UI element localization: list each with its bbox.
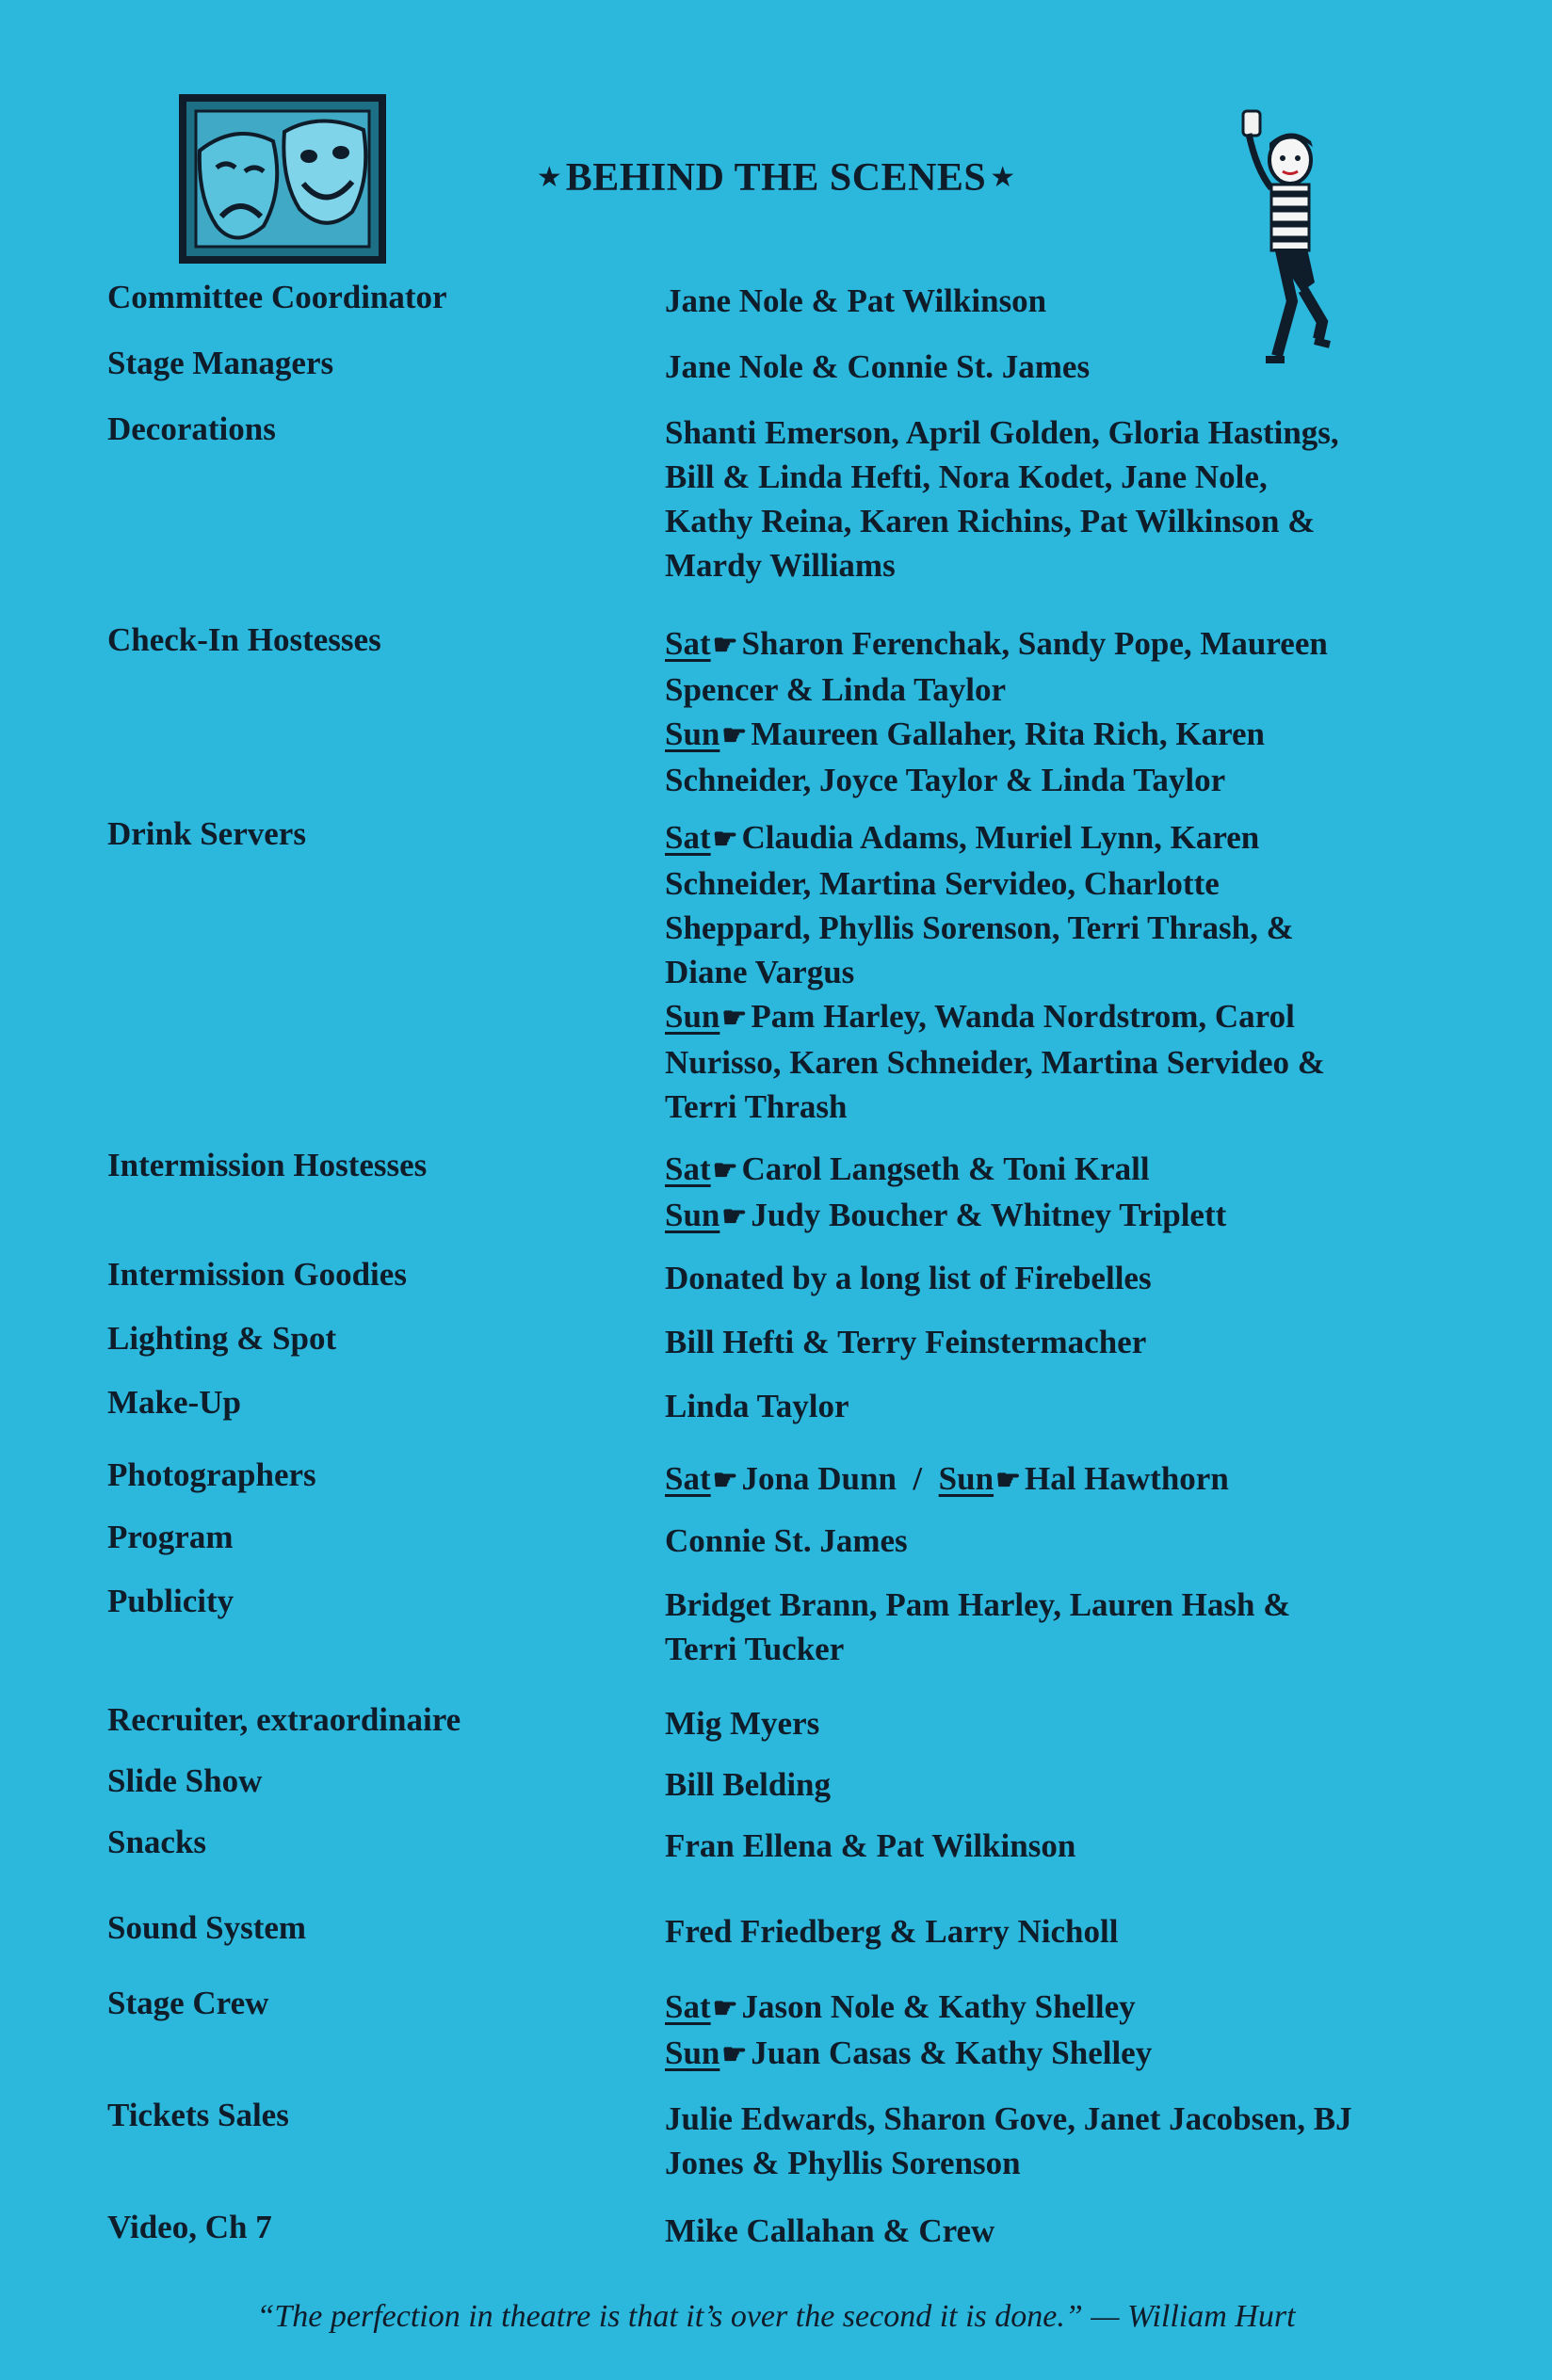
pointing-hand-icon: ☛ — [712, 1465, 738, 1496]
names-text: Schneider, Joyce Taylor & Linda Taylor — [665, 762, 1226, 798]
credit-names-line — [665, 1701, 1494, 1745]
credit-names — [665, 410, 1494, 587]
credit-names-line — [665, 1147, 1494, 1193]
pointing-hand-icon: ☛ — [712, 1155, 738, 1186]
names-text: Terri Tucker — [665, 1631, 845, 1667]
credit-names-line — [665, 1519, 1494, 1563]
names-text: Sheppard, Phyllis Sorenson, Terri Thrash, & — [665, 909, 1294, 946]
credit-names — [665, 1701, 1494, 1745]
names-text: Julie Edwards, Sharon Gove, Janet Jacobsen, BJ — [665, 2100, 1352, 2137]
day-label: Sat — [665, 625, 711, 662]
credit-names-line — [665, 950, 1494, 994]
credit-names-line — [665, 1985, 1494, 2031]
names-text: Jane Nole & Connie St. James — [665, 348, 1091, 385]
day-label: Sun — [938, 1460, 994, 1497]
credit-role: Video, Ch 7 — [107, 2209, 272, 2245]
names-text: Fran Ellena & Pat Wilkinson — [665, 1827, 1076, 1864]
credit-names — [665, 621, 1494, 802]
credit-names-line — [665, 499, 1494, 543]
credit-names-line — [665, 1040, 1494, 1085]
names-text: Bill Hefti & Terry Feinstermacher — [665, 1324, 1147, 1360]
credit-role: Lighting & Spot — [107, 1320, 337, 1357]
credit-names-line — [665, 1456, 1494, 1503]
credit-names-line — [665, 345, 1494, 389]
mime-figure-icon — [1224, 104, 1347, 377]
credit-names — [665, 1985, 1494, 2077]
credit-role: Slide Show — [107, 1762, 263, 1799]
star-right-icon: ★ — [990, 162, 1016, 193]
credit-names-line — [665, 1627, 1494, 1671]
names-text: Bill Belding — [665, 1766, 832, 1803]
footer-quote: “The perfection in theatre is that it’s over the second it is done.” — William Hurt — [256, 2299, 1296, 2334]
credit-names-line — [665, 2031, 1494, 2077]
names-text: Nurisso, Karen Schneider, Martina Servideo & — [665, 1044, 1325, 1081]
names-text: Mardy Williams — [665, 547, 896, 584]
names-text: Bridget Brann, Pam Harley, Lauren Hash & — [665, 1586, 1291, 1623]
credit-role: Decorations — [107, 410, 276, 447]
credit-names-line — [665, 1193, 1494, 1239]
names-text: Mig Myers — [665, 1705, 820, 1742]
credit-names — [665, 1256, 1494, 1300]
credit-names — [665, 2097, 1494, 2185]
names-text: Jane Nole & Pat Wilkinson — [665, 282, 1047, 319]
credit-role: Stage Managers — [107, 345, 334, 381]
credit-names-line — [665, 1762, 1494, 1807]
credit-role: Check-In Hostesses — [107, 621, 381, 658]
credit-role: Tickets Sales — [107, 2097, 289, 2133]
names-text: Jason Nole & Kathy Shelley — [741, 1988, 1136, 2025]
names-text: Juan Casas & Kathy Shelley — [751, 2034, 1153, 2071]
credit-role: Photographers — [107, 1456, 316, 1493]
pointing-hand-icon: ☛ — [712, 630, 738, 661]
names-text: Carol Langseth & Toni Krall — [741, 1150, 1150, 1187]
credit-names-line — [665, 621, 1494, 667]
credit-role: Snacks — [107, 1824, 207, 1860]
day-label: Sun — [665, 998, 720, 1035]
names-text: Bill & Linda Hefti, Nora Kodet, Jane Nole, — [665, 458, 1268, 495]
names-text: Terri Thrash — [665, 1088, 848, 1125]
credit-names-line — [665, 861, 1494, 906]
credit-role: Publicity — [107, 1583, 234, 1619]
star-left-icon: ★ — [536, 162, 562, 193]
credit-names-line — [665, 906, 1494, 950]
names-text: Hal Hawthorn — [1024, 1460, 1229, 1497]
credit-names-line — [665, 455, 1494, 499]
names-text: Pam Harley, Wanda Nordstrom, Carol — [751, 998, 1295, 1035]
credit-names — [665, 1519, 1494, 1563]
names-text: Spencer & Linda Taylor — [665, 671, 1007, 708]
pointing-hand-icon: ☛ — [721, 1003, 748, 1034]
credit-names-line — [665, 1256, 1494, 1300]
names-text: Maureen Gallaher, Rita Rich, Karen — [751, 716, 1266, 752]
credit-names — [665, 345, 1494, 389]
credit-names-line — [665, 2209, 1494, 2253]
credit-names — [665, 1762, 1494, 1807]
credit-names-line — [665, 543, 1494, 587]
credit-names-line — [665, 410, 1494, 455]
credit-names-line — [665, 1384, 1494, 1428]
credit-names-line — [665, 1824, 1494, 1868]
credit-names — [665, 2209, 1494, 2253]
names-text: Jones & Phyllis Sorenson — [665, 2145, 1021, 2181]
names-text: Mike Callahan & Crew — [665, 2212, 995, 2249]
credit-role: Make-Up — [107, 1384, 241, 1421]
day-label: Sun — [665, 1197, 720, 1233]
names-text: Linda Taylor — [665, 1388, 849, 1424]
credit-role: Intermission Hostesses — [107, 1147, 428, 1183]
credit-role: Stage Crew — [107, 1985, 269, 2021]
pointing-hand-icon: ☛ — [712, 824, 738, 855]
names-text: Kathy Reina, Karen Richins, Pat Wilkinson & — [665, 503, 1316, 539]
names-text: Donated by a long list of Firebelles — [665, 1260, 1152, 1296]
credit-names-line — [665, 279, 1494, 323]
credit-names — [665, 279, 1494, 323]
credit-role: Sound System — [107, 1909, 307, 1946]
names-text: Sharon Ferenchak, Sandy Pope, Maureen — [741, 625, 1328, 662]
credit-names-line — [665, 994, 1494, 1040]
day-label: Sat — [665, 1460, 711, 1497]
names-text: Jona Dunn / — [741, 1460, 939, 1497]
credit-role: Recruiter, extraordinaire — [107, 1701, 461, 1738]
names-text: Fred Friedberg & Larry Nicholl — [665, 1913, 1119, 1950]
credit-names-line — [665, 758, 1494, 802]
day-label: Sat — [665, 1988, 711, 2025]
day-label: Sat — [665, 819, 711, 856]
pointing-hand-icon: ☛ — [721, 720, 748, 751]
credit-names-line — [665, 2097, 1494, 2141]
credit-role: Committee Coordinator — [107, 279, 447, 315]
credit-names-line — [665, 712, 1494, 758]
credit-names-line — [665, 667, 1494, 712]
credit-names-line — [665, 1320, 1494, 1364]
names-text: Connie St. James — [665, 1522, 908, 1559]
page-title: BEHIND THE SCENES — [565, 156, 987, 200]
names-text: Diane Vargus — [665, 954, 855, 990]
names-text: Shanti Emerson, April Golden, Gloria Hastings, — [665, 414, 1339, 451]
credit-role: Drink Servers — [107, 815, 306, 852]
pointing-hand-icon: ☛ — [721, 1201, 748, 1232]
credit-names-line — [665, 1085, 1494, 1129]
credit-names — [665, 1384, 1494, 1428]
credit-names — [665, 1320, 1494, 1364]
credit-names — [665, 1909, 1494, 1954]
credit-role: Program — [107, 1519, 234, 1555]
pointing-hand-icon: ☛ — [721, 2039, 748, 2070]
names-text: Schneider, Martina Servideo, Charlotte — [665, 865, 1220, 902]
credit-role: Intermission Goodies — [107, 1256, 407, 1293]
names-text: Claudia Adams, Muriel Lynn, Karen — [741, 819, 1260, 856]
day-label: Sat — [665, 1150, 711, 1187]
credit-names — [665, 1824, 1494, 1868]
pointing-hand-icon: ☛ — [712, 1993, 738, 2024]
credit-names — [665, 1456, 1494, 1503]
credit-names-line — [665, 1583, 1494, 1627]
credit-names-line — [665, 815, 1494, 861]
credit-names — [665, 815, 1494, 1129]
day-label: Sun — [665, 2034, 720, 2071]
names-text: Judy Boucher & Whitney Triplett — [751, 1197, 1227, 1233]
credit-names — [665, 1147, 1494, 1239]
pointing-hand-icon: ☛ — [995, 1465, 1021, 1496]
day-label: Sun — [665, 716, 720, 752]
credit-names — [665, 1583, 1494, 1671]
credit-names-line — [665, 1909, 1494, 1954]
credit-names-line — [665, 2141, 1494, 2185]
